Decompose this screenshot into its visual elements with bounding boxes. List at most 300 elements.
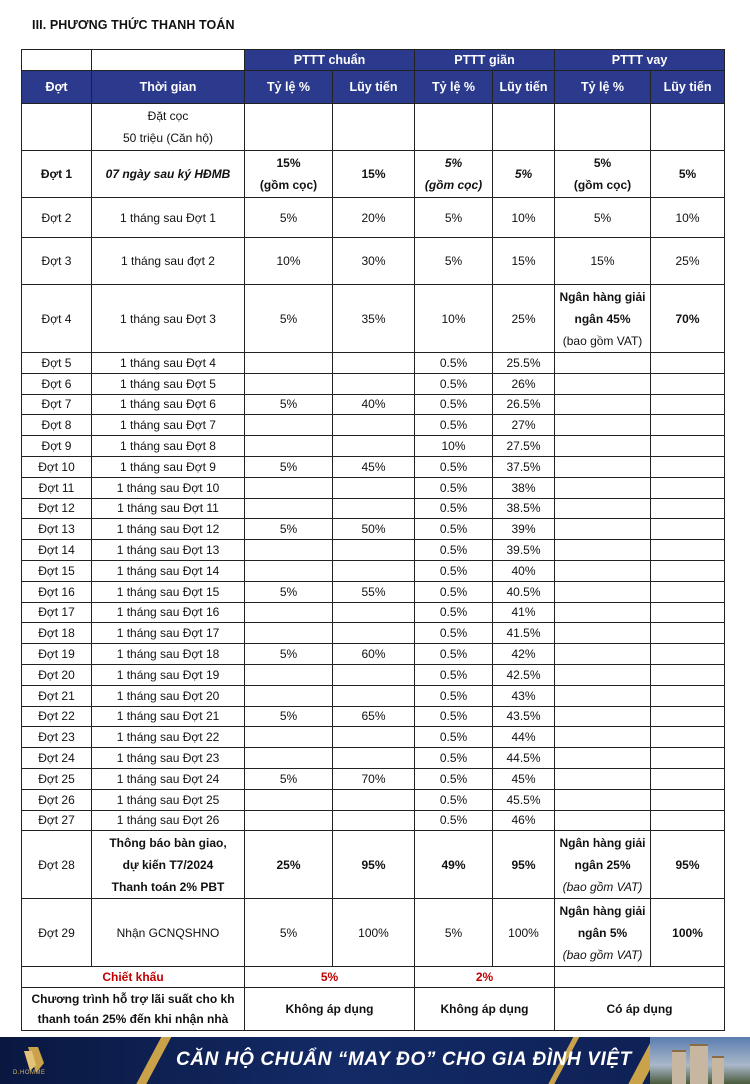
loan-rate-cell	[555, 623, 651, 644]
loan-cum-cell	[651, 706, 725, 727]
std-rate-cell: 5%	[245, 768, 333, 789]
ext-cum-cell: 41.5%	[493, 623, 555, 644]
table-row	[22, 623, 725, 644]
gold-stripe	[132, 1037, 174, 1084]
std-rate-cell	[245, 748, 333, 769]
ext-cum-cell: 15%	[493, 238, 555, 285]
ext-rate-cell: 0.5%	[415, 706, 493, 727]
std-rate-cell	[245, 415, 333, 436]
table-row	[22, 198, 725, 238]
phase-cell: Đợt 5	[22, 353, 92, 374]
table-row	[22, 519, 725, 540]
phase-cell: Đợt 25	[22, 768, 92, 789]
table-row	[22, 477, 725, 498]
loan-cum-cell	[651, 644, 725, 665]
loan-cum-cell	[651, 436, 725, 457]
col-loan-rate: Tỷ lệ %	[555, 71, 651, 104]
std-cum-cell: 95%	[333, 831, 415, 899]
std-cum-cell	[333, 560, 415, 581]
blank-header-cell	[22, 50, 92, 71]
ext-cum-cell: 38%	[493, 477, 555, 498]
discount-loan	[555, 967, 725, 988]
ext-rate-cell: 0.5%	[415, 664, 493, 685]
phase-cell: Đợt 20	[22, 664, 92, 685]
std-cum-cell	[333, 540, 415, 561]
time-cell: 1 tháng sau Đợt 7	[92, 415, 245, 436]
phase-cell: Đợt 14	[22, 540, 92, 561]
std-rate-cell	[245, 789, 333, 810]
ext-cum-cell: 41%	[493, 602, 555, 623]
cell	[415, 104, 493, 151]
loan-cum-cell	[651, 768, 725, 789]
time-cell: 1 tháng sau Đợt 15	[92, 581, 245, 602]
std-rate-cell: 5%	[245, 581, 333, 602]
ext-rate-cell: 0.5%	[415, 623, 493, 644]
std-rate-cell: 10%	[245, 238, 333, 285]
phase-cell: Đợt 10	[22, 456, 92, 477]
col-std-cumulative: Lũy tiến	[333, 71, 415, 104]
std-rate-cell	[245, 602, 333, 623]
table-row	[22, 899, 725, 967]
loan-cum-cell	[651, 748, 725, 769]
loan-cum-cell	[651, 581, 725, 602]
std-cum-cell: 65%	[333, 706, 415, 727]
phase-cell: Đợt 26	[22, 789, 92, 810]
loan-cum-cell	[651, 394, 725, 415]
ext-rate-cell: 10%	[415, 436, 493, 457]
table-row	[22, 498, 725, 519]
table-row	[22, 768, 725, 789]
time-cell: 07 ngày sau ký HĐMB	[92, 151, 245, 198]
loan-cum-cell	[651, 498, 725, 519]
loan-cum-cell	[651, 353, 725, 374]
std-rate-cell	[245, 353, 333, 374]
std-cum-cell: 20%	[333, 198, 415, 238]
loan-rate-cell	[555, 519, 651, 540]
table-row	[22, 373, 725, 394]
phase-cell: Đợt 24	[22, 748, 92, 769]
loan-rate-cell	[555, 436, 651, 457]
ext-rate-cell: 0.5%	[415, 810, 493, 831]
loan-cum-cell: 5%	[651, 151, 725, 198]
loan-rate-cell	[555, 373, 651, 394]
ext-cum-cell: 38.5%	[493, 498, 555, 519]
loan-rate-cell	[555, 456, 651, 477]
phase-cell: Đợt 9	[22, 436, 92, 457]
col-std-rate: Tỷ lệ %	[245, 71, 333, 104]
std-cum-cell: 50%	[333, 519, 415, 540]
std-cum-cell: 15%	[333, 151, 415, 198]
time-cell: 1 tháng sau Đợt 12	[92, 519, 245, 540]
loan-cum-cell	[651, 789, 725, 810]
loan-cum-cell: 100%	[651, 899, 725, 967]
table-row	[22, 581, 725, 602]
col-loan-cumulative: Lũy tiến	[651, 71, 725, 104]
table-row	[22, 540, 725, 561]
ext-cum-cell: 42%	[493, 644, 555, 665]
time-cell: 1 tháng sau Đợt 25	[92, 789, 245, 810]
time-cell: 1 tháng sau Đợt 20	[92, 685, 245, 706]
discount-extended: 2%	[415, 967, 555, 988]
phase-cell: Đợt 17	[22, 602, 92, 623]
loan-cum-cell	[651, 810, 725, 831]
ext-rate-cell: 5%	[415, 238, 493, 285]
loan-rate-cell	[555, 727, 651, 748]
ext-cum-cell: 37.5%	[493, 456, 555, 477]
ext-rate-cell: 0.5%	[415, 498, 493, 519]
ext-cum-cell: 25%	[493, 285, 555, 353]
ext-rate-cell: 0.5%	[415, 456, 493, 477]
ext-rate-cell: 0.5%	[415, 727, 493, 748]
ext-rate-cell: 0.5%	[415, 581, 493, 602]
promo-banner	[0, 1037, 750, 1084]
loan-rate-cell	[555, 560, 651, 581]
loan-rate-cell	[555, 748, 651, 769]
col-time: Thời gian	[92, 71, 245, 104]
city-skyline-image	[650, 1037, 750, 1084]
time-cell: 1 tháng sau Đợt 5	[92, 373, 245, 394]
std-rate-cell	[245, 727, 333, 748]
phase-cell: Đợt 1	[22, 151, 92, 198]
section-heading: III. PHƯƠNG THỨC THANH TOÁN	[32, 18, 235, 32]
time-cell: 1 tháng sau Đợt 3	[92, 285, 245, 353]
phase-cell: Đợt 22	[22, 706, 92, 727]
loan-rate-cell	[555, 353, 651, 374]
group-extended-header: PTTT giãn	[415, 50, 555, 71]
ext-cum-cell: 40.5%	[493, 581, 555, 602]
std-cum-cell	[333, 623, 415, 644]
std-rate-cell: 5%	[245, 456, 333, 477]
loan-cum-cell	[651, 456, 725, 477]
phase-cell: Đợt 12	[22, 498, 92, 519]
payment-table	[21, 49, 725, 1031]
time-cell: 1 tháng sau Đợt 18	[92, 644, 245, 665]
ext-cum-cell: 46%	[493, 810, 555, 831]
table-row	[22, 810, 725, 831]
ext-cum-cell: 5%	[493, 151, 555, 198]
ext-rate-cell: 5%	[415, 899, 493, 967]
time-cell: 1 tháng sau Đợt 17	[92, 623, 245, 644]
loan-rate-cell	[555, 685, 651, 706]
ext-cum-cell: 44%	[493, 727, 555, 748]
time-cell: 1 tháng sau Đợt 1	[92, 198, 245, 238]
discount-row	[22, 967, 725, 988]
ext-cum-cell: 45.5%	[493, 789, 555, 810]
loan-rate-cell	[555, 644, 651, 665]
support-extended: Không áp dụng	[415, 988, 555, 1031]
ext-cum-cell: 95%	[493, 831, 555, 899]
time-cell: 1 tháng sau Đợt 4	[92, 353, 245, 374]
phase-cell: Đợt 11	[22, 477, 92, 498]
time-cell: 1 tháng sau Đợt 14	[92, 560, 245, 581]
std-rate-cell	[245, 477, 333, 498]
table-row	[22, 415, 725, 436]
loan-rate-cell: Ngân hàng giải ngân 45% (bao gồm VAT)	[555, 285, 651, 353]
std-rate-cell: 15% (gồm cọc)	[245, 151, 333, 198]
time-cell: 1 tháng sau Đợt 8	[92, 436, 245, 457]
time-cell: 1 tháng sau Đợt 10	[92, 477, 245, 498]
loan-cum-cell	[651, 623, 725, 644]
loan-rate-cell: 15%	[555, 238, 651, 285]
std-cum-cell: 100%	[333, 899, 415, 967]
table-row	[22, 644, 725, 665]
ext-rate-cell: 49%	[415, 831, 493, 899]
time-cell: 1 tháng sau Đợt 22	[92, 727, 245, 748]
table-row	[22, 560, 725, 581]
table-row	[22, 706, 725, 727]
loan-cum-cell	[651, 415, 725, 436]
ext-cum-cell: 43%	[493, 685, 555, 706]
phase-cell: Đợt 6	[22, 373, 92, 394]
ext-rate-cell: 0.5%	[415, 415, 493, 436]
col-ext-rate: Tỷ lệ %	[415, 71, 493, 104]
table-row-deposit	[22, 104, 725, 151]
cell	[493, 104, 555, 151]
ext-cum-cell: 26%	[493, 373, 555, 394]
group-header-row	[22, 50, 725, 71]
ext-rate-cell: 5% (gồm cọc)	[415, 151, 493, 198]
banner-tagline: CĂN HỘ CHUẨN “MAY ĐO” CHO GIA ĐÌNH VIỆT	[176, 1049, 632, 1070]
loan-cum-cell: 70%	[651, 285, 725, 353]
support-row	[22, 988, 725, 1031]
group-standard-header: PTTT chuẩn	[245, 50, 415, 71]
std-cum-cell	[333, 477, 415, 498]
table-row	[22, 456, 725, 477]
std-rate-cell	[245, 685, 333, 706]
table-row	[22, 436, 725, 457]
std-cum-cell: 30%	[333, 238, 415, 285]
std-cum-cell: 70%	[333, 768, 415, 789]
ext-rate-cell: 0.5%	[415, 373, 493, 394]
std-rate-cell: 5%	[245, 394, 333, 415]
std-rate-cell	[245, 436, 333, 457]
ext-rate-cell: 0.5%	[415, 519, 493, 540]
brand-name: D.HOMME	[13, 1070, 46, 1076]
loan-cum-cell	[651, 560, 725, 581]
phase-cell: Đợt 28	[22, 831, 92, 899]
loan-rate-cell	[555, 706, 651, 727]
std-cum-cell	[333, 498, 415, 519]
std-rate-cell: 5%	[245, 899, 333, 967]
support-standard: Không áp dụng	[245, 988, 415, 1031]
phase-cell: Đợt 7	[22, 394, 92, 415]
std-rate-cell: 5%	[245, 519, 333, 540]
ext-cum-cell: 40%	[493, 560, 555, 581]
ext-rate-cell: 0.5%	[415, 353, 493, 374]
ext-rate-cell: 0.5%	[415, 394, 493, 415]
time-cell: Nhận GCNQSHNO	[92, 899, 245, 967]
time-cell: 1 tháng sau Đợt 21	[92, 706, 245, 727]
discount-label: Chiết khấu	[22, 967, 245, 988]
std-cum-cell	[333, 373, 415, 394]
std-rate-cell	[245, 373, 333, 394]
phase-cell: Đợt 27	[22, 810, 92, 831]
phase-cell: Đợt 29	[22, 899, 92, 967]
loan-cum-cell	[651, 602, 725, 623]
phase-cell: Đợt 3	[22, 238, 92, 285]
std-cum-cell	[333, 602, 415, 623]
table-row	[22, 748, 725, 769]
table-row	[22, 238, 725, 285]
column-header-row	[22, 71, 725, 104]
ext-cum-cell: 43.5%	[493, 706, 555, 727]
group-loan-header: PTTT vay	[555, 50, 725, 71]
table-row	[22, 831, 725, 899]
ext-rate-cell: 0.5%	[415, 540, 493, 561]
std-cum-cell	[333, 664, 415, 685]
phase-cell: Đợt 13	[22, 519, 92, 540]
ext-cum-cell: 27.5%	[493, 436, 555, 457]
loan-rate-cell	[555, 581, 651, 602]
table-row	[22, 151, 725, 198]
ext-cum-cell: 42.5%	[493, 664, 555, 685]
std-cum-cell	[333, 789, 415, 810]
std-rate-cell: 5%	[245, 198, 333, 238]
loan-cum-cell	[651, 727, 725, 748]
loan-rate-cell	[555, 415, 651, 436]
ext-rate-cell: 0.5%	[415, 560, 493, 581]
support-label: Chương trình hỗ trợ lãi suất cho kh thanh toán 25% đến khi nhận nhà	[22, 988, 245, 1031]
ext-rate-cell: 10%	[415, 285, 493, 353]
std-cum-cell: 40%	[333, 394, 415, 415]
ext-cum-cell: 39%	[493, 519, 555, 540]
blank-header-cell	[92, 50, 245, 71]
std-rate-cell: 5%	[245, 285, 333, 353]
phase-cell: Đợt 23	[22, 727, 92, 748]
loan-rate-cell: 5% (gồm cọc)	[555, 151, 651, 198]
std-cum-cell	[333, 685, 415, 706]
loan-rate-cell	[555, 394, 651, 415]
loan-rate-cell	[555, 477, 651, 498]
cell	[245, 104, 333, 151]
cell	[651, 104, 725, 151]
loan-cum-cell: 95%	[651, 831, 725, 899]
table-row	[22, 353, 725, 374]
ext-cum-cell: 44.5%	[493, 748, 555, 769]
std-rate-cell	[245, 810, 333, 831]
time-cell: 1 tháng sau Đợt 13	[92, 540, 245, 561]
phase-cell: Đợt 2	[22, 198, 92, 238]
time-cell: 1 tháng sau đợt 2	[92, 238, 245, 285]
ext-cum-cell: 10%	[493, 198, 555, 238]
time-cell: 1 tháng sau Đợt 6	[92, 394, 245, 415]
loan-cum-cell	[651, 477, 725, 498]
std-rate-cell	[245, 560, 333, 581]
loan-rate-cell	[555, 602, 651, 623]
loan-rate-cell: Ngân hàng giải ngân 5% (bao gồm VAT)	[555, 899, 651, 967]
loan-cum-cell	[651, 664, 725, 685]
time-cell: 1 tháng sau Đợt 26	[92, 810, 245, 831]
time-cell: 1 tháng sau Đợt 24	[92, 768, 245, 789]
std-cum-cell	[333, 748, 415, 769]
table-row	[22, 685, 725, 706]
table-row	[22, 394, 725, 415]
deposit-cell: Đặt cọc 50 triệu (Căn hộ)	[92, 104, 245, 151]
loan-cum-cell: 25%	[651, 238, 725, 285]
ext-rate-cell: 0.5%	[415, 602, 493, 623]
time-cell: Thông báo bàn giao, dự kiến T7/2024 Thanh toán 2% PBT	[92, 831, 245, 899]
phase-cell: Đợt 15	[22, 560, 92, 581]
time-cell: 1 tháng sau Đợt 23	[92, 748, 245, 769]
loan-rate-cell	[555, 498, 651, 519]
loan-cum-cell	[651, 519, 725, 540]
discount-standard: 5%	[245, 967, 415, 988]
table-row	[22, 727, 725, 748]
ext-rate-cell: 0.5%	[415, 685, 493, 706]
std-cum-cell: 55%	[333, 581, 415, 602]
ext-rate-cell: 0.5%	[415, 644, 493, 665]
table-row	[22, 285, 725, 353]
loan-rate-cell	[555, 810, 651, 831]
col-ext-cumulative: Lũy tiến	[493, 71, 555, 104]
table-row	[22, 664, 725, 685]
loan-cum-cell	[651, 540, 725, 561]
cell	[22, 104, 92, 151]
std-rate-cell	[245, 623, 333, 644]
std-cum-cell: 45%	[333, 456, 415, 477]
time-cell: 1 tháng sau Đợt 19	[92, 664, 245, 685]
table-row	[22, 789, 725, 810]
ext-cum-cell: 45%	[493, 768, 555, 789]
std-rate-cell	[245, 498, 333, 519]
loan-cum-cell	[651, 685, 725, 706]
ext-cum-cell: 25.5%	[493, 353, 555, 374]
ext-cum-cell: 100%	[493, 899, 555, 967]
monthly-rows	[22, 353, 725, 831]
ext-cum-cell: 27%	[493, 415, 555, 436]
ext-rate-cell: 0.5%	[415, 768, 493, 789]
ext-cum-cell: 26.5%	[493, 394, 555, 415]
phase-cell: Đợt 21	[22, 685, 92, 706]
std-cum-cell	[333, 415, 415, 436]
std-cum-cell: 35%	[333, 285, 415, 353]
std-rate-cell	[245, 540, 333, 561]
phase-cell: Đợt 8	[22, 415, 92, 436]
std-cum-cell	[333, 436, 415, 457]
loan-rate-cell	[555, 789, 651, 810]
support-loan: Có áp dụng	[555, 988, 725, 1031]
std-rate-cell: 5%	[245, 644, 333, 665]
ext-rate-cell: 0.5%	[415, 748, 493, 769]
ext-rate-cell: 5%	[415, 198, 493, 238]
loan-cum-cell	[651, 373, 725, 394]
ext-rate-cell: 0.5%	[415, 477, 493, 498]
loan-rate-cell	[555, 540, 651, 561]
std-cum-cell: 60%	[333, 644, 415, 665]
time-cell: 1 tháng sau Đợt 11	[92, 498, 245, 519]
ext-rate-cell: 0.5%	[415, 789, 493, 810]
col-phase: Đợt	[22, 71, 92, 104]
std-cum-cell	[333, 727, 415, 748]
std-cum-cell	[333, 810, 415, 831]
ext-cum-cell: 39.5%	[493, 540, 555, 561]
std-cum-cell	[333, 353, 415, 374]
loan-cum-cell: 10%	[651, 198, 725, 238]
loan-rate-cell	[555, 768, 651, 789]
phase-cell: Đợt 16	[22, 581, 92, 602]
loan-rate-cell: Ngân hàng giải ngân 25% (bao gồm VAT)	[555, 831, 651, 899]
std-rate-cell: 25%	[245, 831, 333, 899]
std-rate-cell: 5%	[245, 706, 333, 727]
time-cell: 1 tháng sau Đợt 9	[92, 456, 245, 477]
phase-cell: Đợt 18	[22, 623, 92, 644]
cell	[555, 104, 651, 151]
std-rate-cell	[245, 664, 333, 685]
time-cell: 1 tháng sau Đợt 16	[92, 602, 245, 623]
table-row	[22, 602, 725, 623]
loan-rate-cell	[555, 664, 651, 685]
phase-cell: Đợt 19	[22, 644, 92, 665]
